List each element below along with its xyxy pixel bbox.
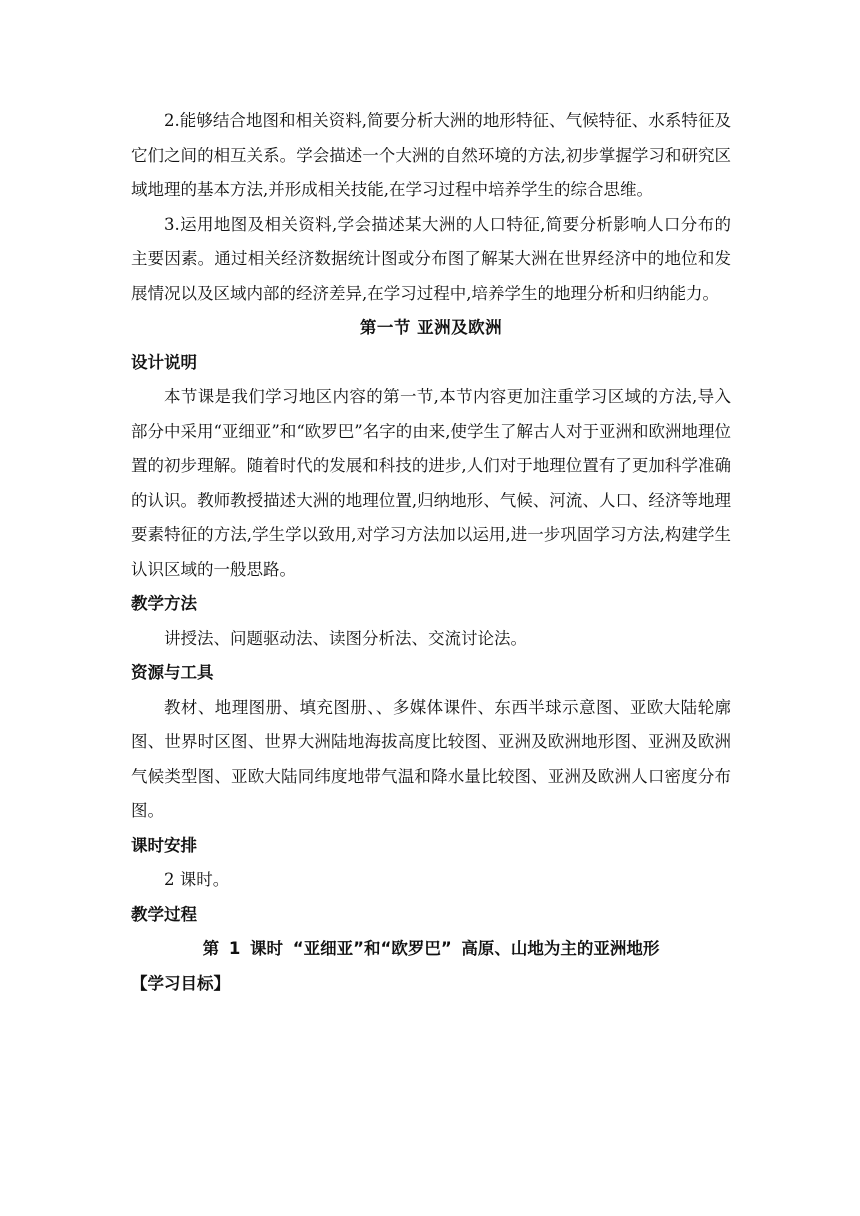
resources-heading: 资源与工具: [131, 663, 214, 682]
schedule-heading: 课时安排: [131, 835, 197, 855]
objective-3: 3.运用地图及相关资料,学会描述某大洲的人口特征,简要分析影响人口分布的主要因素。通过相关经济数据统计图或分布图了解某大洲在世界经济中的地位和发展情况以及区域内部的经济差异,在学习过程中,培养学生的地理分析和归纳能力。: [131, 214, 731, 303]
methods-heading: 教学方法: [131, 594, 197, 613]
lesson-title: 第 1 课时 “亚细亚”和“欧罗巴” 高原、山地为主的亚洲地形: [202, 939, 660, 958]
design-heading: 设计说明: [131, 352, 197, 372]
schedule-text: 2 课时。: [164, 870, 230, 889]
page-content: [131, 104, 731, 1001]
methods-text: 讲授法、问题驱动法、读图分析法、交流讨论法。: [164, 628, 527, 648]
design-text: 本节课是我们学习地区内容的第一节,本节内容更加注重学习区域的方法,导入部分中采用“亚细亚”和“欧罗巴”名字的由来,使学生了解古人对于亚洲和欧洲地理位置的初步理解。随着时代的发展和科技的进步,人们对于地理位置有了更加科学准确的认识。教师教授描述大洲的地理位置,归纳地形、气候、河流、人口、经济等地理要素特征的方法,学生学以致用,对学习方法加以运用,进一步巩固学习方法,构建学生认识区域的一般思路。: [131, 387, 731, 579]
section-title: 第一节 亚洲及欧洲: [359, 318, 503, 337]
resources-text: 教材、地理图册、填充图册、、多媒体课件、东西半球示意图、亚欧大陆轮廓图、世界时区图、世界大洲陆地海拔高度比较图、亚洲及欧洲地形图、亚洲及欧洲气候类型图、亚欧大陆同纬度地带气温和降水量比较图、亚洲及欧洲人口密度分布图。: [131, 697, 731, 820]
objectives-heading: 【学习目标】: [131, 973, 230, 993]
objective-2: 2.能够结合地图和相关资料,简要分析大洲的地形特征、气候特征、水系特征及它们之间的相互关系。学会描述一个大洲的自然环境的方法,初步掌握学习和研究区域地理的基本方法,并形成相关技能,在学习过程中培养学生的综合思维。: [131, 111, 731, 199]
process-heading: 教学过程: [131, 904, 197, 924]
